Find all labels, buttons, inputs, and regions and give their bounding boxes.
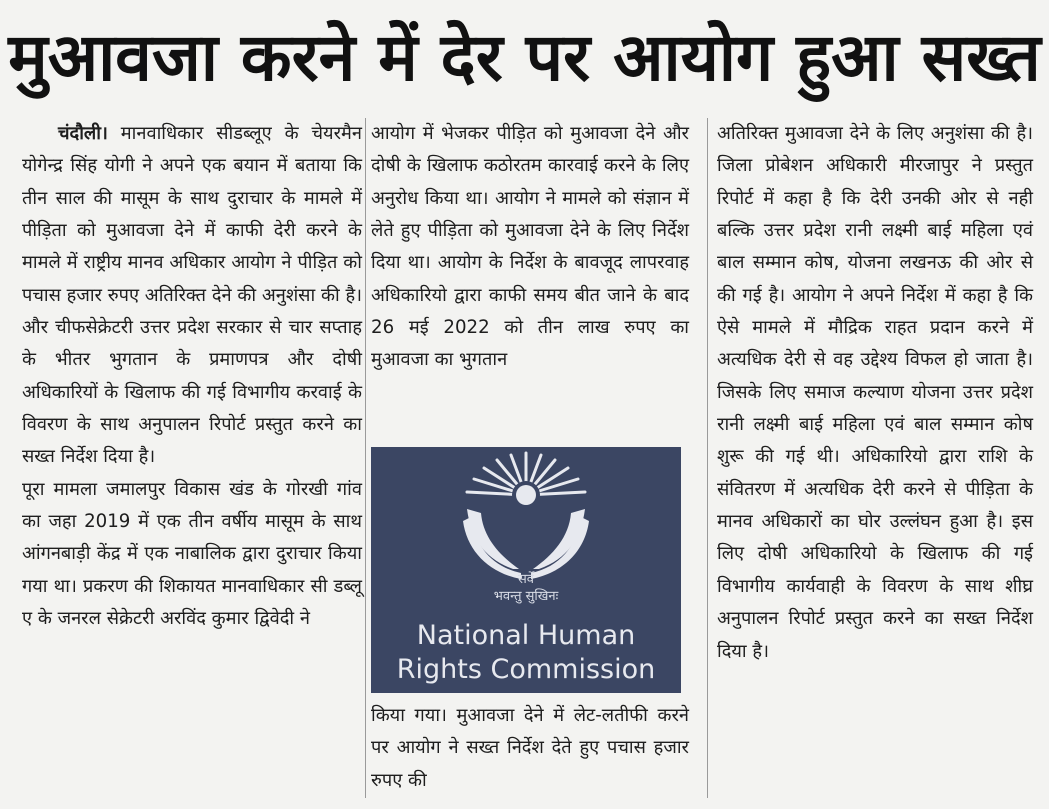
logo-motto: सर्वे [517, 572, 535, 587]
article-column-2 [371, 118, 689, 377]
column-divider [707, 118, 708, 798]
paragraph [22, 118, 362, 474]
logo-motto: भवन्तु सुखिनः [493, 589, 559, 604]
nhrc-logo [371, 447, 681, 693]
paragraph: किया गया। मुआवजा देने में लेट-लतीफी करने पर आयोग ने सख्त निर्देश देते हुए पचास हजार रुपए की [371, 705, 689, 791]
headline: मुआवजा करने में देर पर आयोग हुआ सख्त [8, 19, 1041, 96]
article-column-3 [717, 118, 1033, 668]
article-column-1 [22, 118, 362, 636]
dateline: चंदौली। [58, 123, 108, 144]
paragraph: आयोग में भेजकर पीड़ित को मुआवजा देने और दोषी के खिलाफ कठोरतम कारवाई करने के लिए अनुरोध किया था। आयोग ने मामले को संज्ञान में लेते हुए पीड़िता को मुआवजा देने के लिए निर्देश दिया था। आयोग के निर्देश के बावजूद लापरवाह अधिकारियो द्वारा काफी समय बीत जाने के बाद 26 मई 2022 को तीन लाख रुपए का मुआवजा का भुगतान [371, 123, 689, 371]
paragraph-text: मानवाधिकार सीडब्लूए के चेयरमैन योगेन्द्र सिंह योगी ने अपने एक बयान में बताया कि तीन साल की मासूम के साथ दुराचार के मामले में पीड़िता को मुआवजा देने में काफी देरी करने के मामले में राष्ट्रीय मानव अधिकार आयोग ने पीड़ित को पचास हजार रुपए अतिरिक्त देने की अनुशंसा की है। और चीफसेक्रेटरी उत्तर प्रदेश सरकार से चार सप्ताह के भीतर भुगतान के प्रमाणपत्र और दोषी अधिकारियों के खिलाफ की गई विभागीय करवाई के विवरण के साथ अनुपालन रिपोर्ट प्रस्तुत करने का सख्त निर्देश दिया है। [22, 123, 362, 468]
paragraph: अतिरिक्त मुआवजा देने के लिए अनुशंसा की है। जिला प्रोबेशन अधिकारी मीरजापुर ने प्रस्तुत रिपोर्ट में कहा है कि देरी उनकी ओर से नही बल्कि उत्तर प्रदेश रानी लक्ष्मी बाई महिला एवं बाल सम्मान कोष, योजना लखनऊ की ओर से की गई है। आयोग ने अपने निर्देश में कहा है कि ऐसे मामले में मौद्रिक राहत प्रदान करने में अत्यधिक देरी से वह उद्देश्य विफल हो जाता है। जिसके लिए समाज कल्याण योजना उत्तर प्रदेश रानी लक्ष्मी बाई महिला एवं बाल सम्मान कोष शुरू की गई थी। अधिकारियो द्वारा राशि के संवितरण में अत्यधिक देरी करने से पीड़िता के मानव अधिकारों का घोर उल्लंघन हुआ है। इस लिए दोषी अधिकारियो के खिलाफ की गई विभागीय कार्यवाही के विवरण के साथ शीघ्र अनुपालन रिपोर्ट प्रस्तुत करने का सख्त निर्देश दिया है। [717, 123, 1033, 662]
logo-name: National Human [416, 620, 636, 651]
article-column-2-continued [371, 700, 689, 797]
column-divider [365, 118, 366, 798]
logo-name: Rights Commission [396, 654, 656, 685]
paragraph: पूरा मामला जमालपुर विकास खंड के गोरखी गांव का जहा 2019 में एक तीन वर्षीय मासूम के साथ आंगनबाड़ी केंद्र में एक नाबालिक द्वारा दुराचार किया गया था। प्रकरण की शिकायत मानवाधिकार सी डब्लू ए के जनरल सेक्रेटरी अरविंद कुमार द्विवेदी ने [22, 478, 362, 630]
